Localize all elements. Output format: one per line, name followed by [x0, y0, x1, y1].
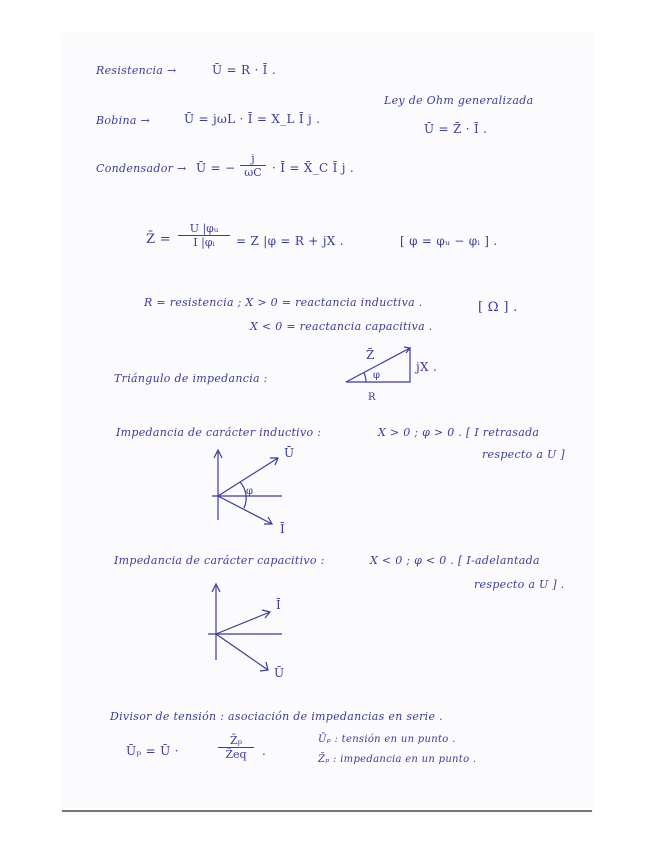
resistor-equation: Ū = R · Ī .: [212, 63, 276, 77]
inductive-u-label: Ū: [284, 446, 295, 460]
impedance-phase: [ φ = φᵤ − φᵢ ] .: [400, 234, 498, 248]
capacitor-fraction-numerator: j: [240, 152, 266, 166]
capacitive-i-label: Ī: [276, 598, 282, 612]
coil-equation: Ū = jωL · Ī = X_L Ī j .: [184, 112, 321, 126]
capacitor-label: Condensador →: [96, 162, 187, 175]
impedance-fraction-denominator: I |φᵢ: [193, 236, 215, 249]
ohm-unit: [ Ω ] .: [478, 300, 518, 315]
resistor-label: Resistencia →: [96, 64, 177, 77]
divider-fraction-denominator: Z̄eq: [225, 748, 247, 761]
triangle-label: Triángulo de impedancia :: [114, 372, 268, 385]
capacitive-u-label: Ū: [274, 666, 285, 680]
ohm-law-title: Ley de Ohm generalizada: [384, 94, 534, 107]
resistance-definition: R = resistencia ; X > 0 = reactancia inductiva .: [144, 296, 423, 309]
inductive-phi-label: φ: [246, 486, 254, 497]
inductive-conditions: X > 0 ; φ > 0 . [ I retrasada: [378, 426, 540, 439]
voltage-divider-title: Divisor de tensión : asociación de impedancias en serie .: [110, 710, 443, 723]
coil-label: Bobina →: [96, 114, 151, 127]
inductive-i-label: Ī: [280, 522, 286, 536]
zp-definition: Z̄ₚ : impedancia en un punto .: [318, 754, 477, 765]
capacitive-conditions-cont: respecto a U ] .: [474, 578, 565, 591]
inductive-conditions-cont: respecto a U ]: [482, 448, 565, 461]
capacitive-title: Impedancia de carácter capacitivo :: [114, 554, 325, 567]
impedance-rhs: = Z |φ = R + jX .: [236, 234, 344, 248]
triangle-r-label: R: [368, 392, 376, 403]
inductive-title: Impedancia de carácter inductivo :: [116, 426, 322, 439]
triangle-jx-label: jX .: [416, 360, 438, 374]
divider-tail: .: [262, 744, 267, 758]
capacitive-conditions: X < 0 ; φ < 0 . [ I-adelantada: [370, 554, 540, 567]
triangle-phi-label: φ: [373, 370, 381, 381]
impedance-lhs: Z̄ =: [146, 232, 171, 247]
capacitor-equation-pre: Ū = −: [196, 161, 236, 175]
triangle-z-label: Z̄: [366, 348, 375, 362]
capacitor-fraction-denominator: ωC: [244, 166, 262, 179]
divider-fraction: [218, 734, 254, 761]
divider-lhs: Ūₚ = Ū ·: [126, 744, 179, 758]
capacitor-equation-post: · Ī = X̄_C Ī j .: [272, 161, 354, 175]
impedance-fraction-numerator: U |φᵤ: [178, 222, 230, 236]
up-definition: Ūₚ : tensión en un punto .: [318, 734, 456, 745]
reactance-capacitive-definition: X < 0 = reactancia capacitiva .: [250, 320, 433, 333]
ohm-law-equation: Ū = Z̄ · Ī .: [424, 122, 488, 136]
divider-fraction-numerator: Z̄ₚ: [218, 734, 254, 748]
